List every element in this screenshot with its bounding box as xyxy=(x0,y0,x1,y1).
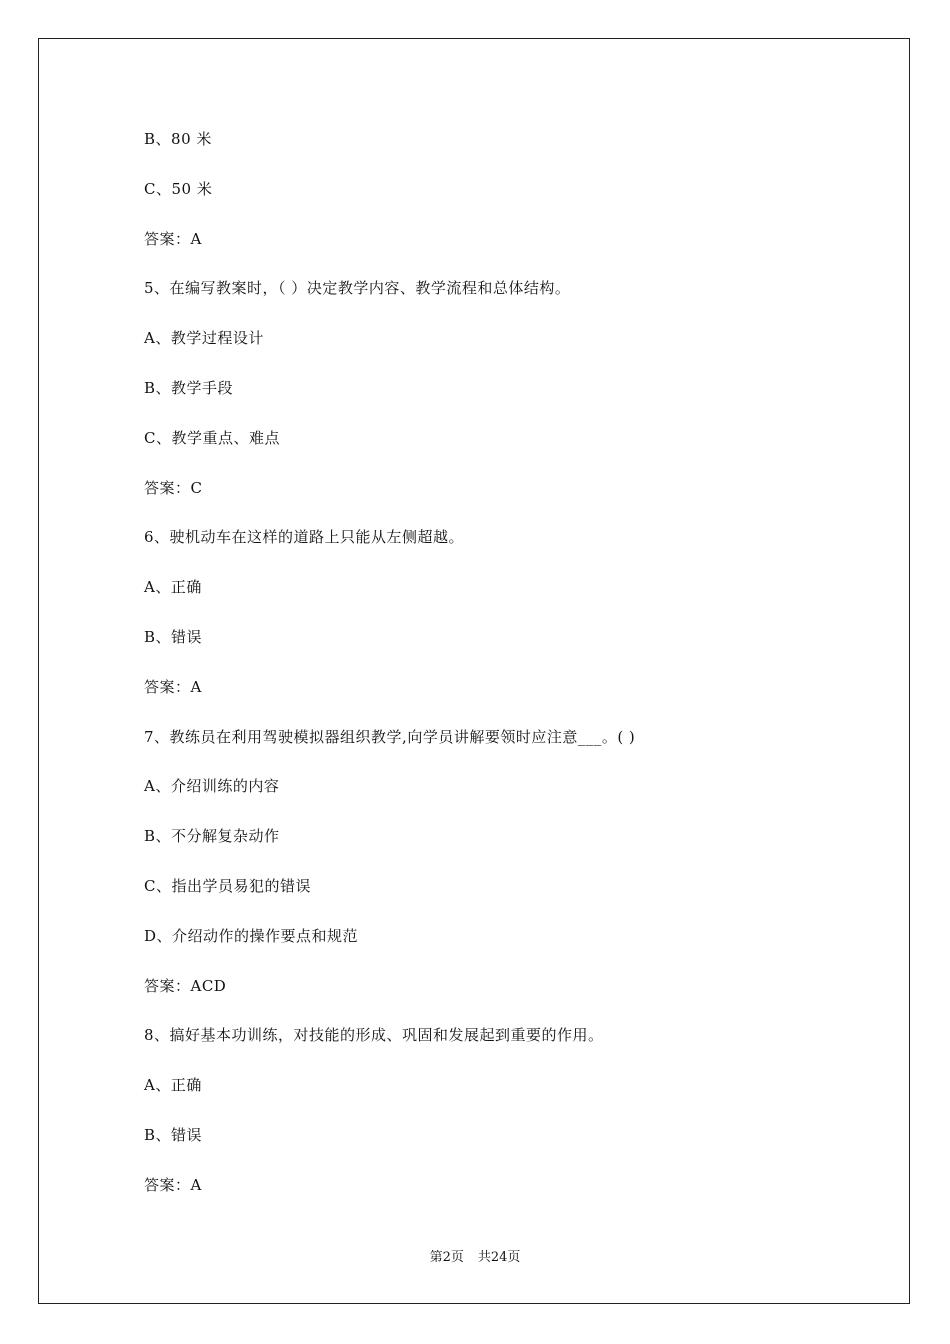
page-number: 第2页 xyxy=(429,1250,464,1265)
page-total: 共24页 xyxy=(477,1250,521,1265)
answer: 答案：ACD xyxy=(144,976,227,995)
question-8: 8、搞好基本功训练，对技能的形成、巩固和发展起到重要的作用。 xyxy=(144,1026,604,1045)
option-a: A、正确 xyxy=(144,578,202,597)
answer: 答案：C xyxy=(144,478,203,497)
option-b: B、不分解复杂动作 xyxy=(144,827,280,846)
question-6: 6、驶机动车在这样的道路上只能从左侧超越。 xyxy=(144,528,465,547)
answer: 答案：A xyxy=(144,1175,202,1194)
question-5: 5、在编写教案时，（ ）决定教学内容、教学流程和总体结构。 xyxy=(144,279,571,298)
option-c: C、50 米 xyxy=(144,179,213,198)
option-b: B、80 米 xyxy=(144,130,212,148)
option-b: B、错误 xyxy=(144,627,203,646)
option-c: C、指出学员易犯的错误 xyxy=(144,876,311,895)
page-footer xyxy=(0,1246,950,1265)
option-a: A、教学过程设计 xyxy=(144,329,264,348)
option-b: B、教学手段 xyxy=(144,378,234,397)
option-c: C、教学重点、难点 xyxy=(144,428,280,447)
document-body xyxy=(144,126,864,1222)
answer: 答案：A xyxy=(144,229,202,248)
option-d: D、介绍动作的操作要点和规范 xyxy=(144,926,359,945)
answer: 答案：A xyxy=(144,677,202,696)
option-a: A、正确 xyxy=(144,1076,202,1095)
option-a: A、介绍训练的内容 xyxy=(144,777,280,796)
question-7: 7、教练员在利用驾驶模拟器组织教学,向学员讲解要领时应注意___。( ) xyxy=(144,727,636,746)
option-b: B、错误 xyxy=(144,1125,203,1144)
